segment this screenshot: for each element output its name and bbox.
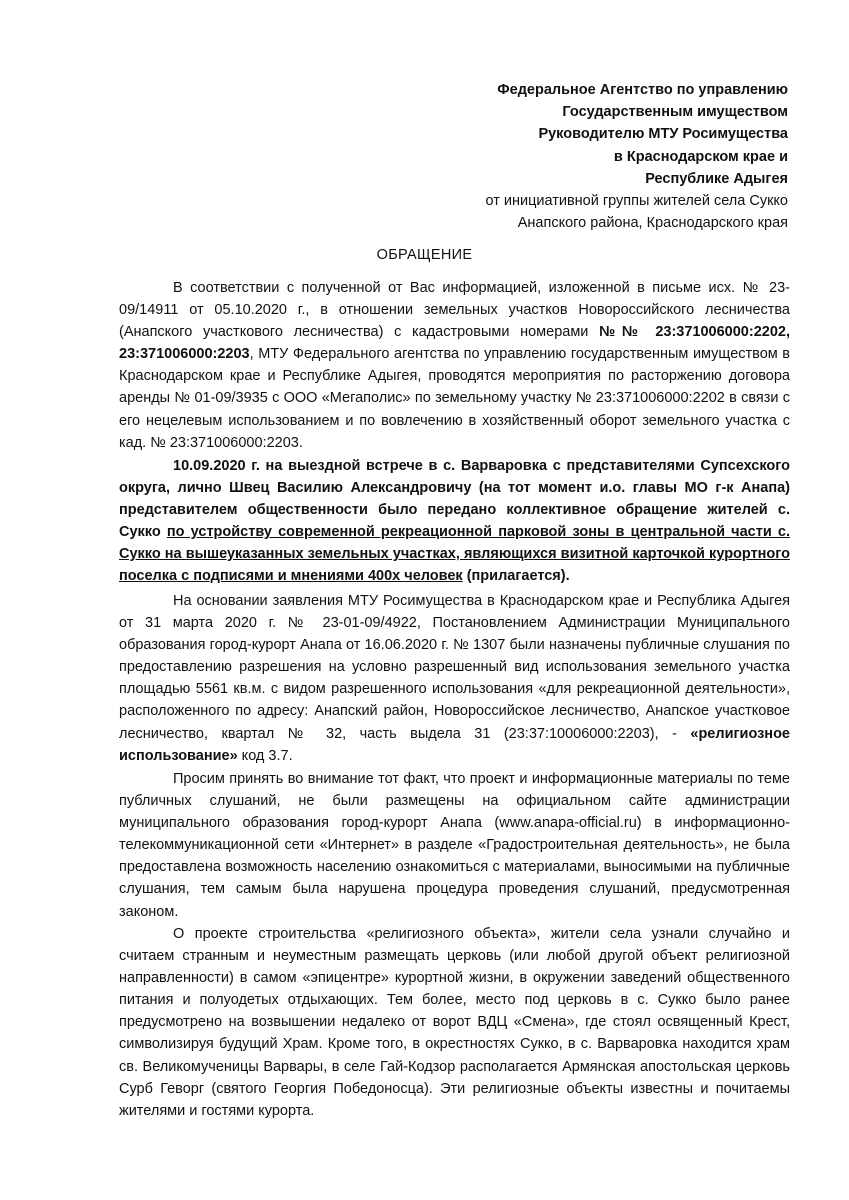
paragraph-text: О проекте строительства «религиозного объекта», жители села узнали случайно и считаем странным и неуместным размещать церковь (или любой другой объект религиозной направленности) в самом «эпицентре» курортной жизни, в окружении заведений общественного питания и полуодетых отдыхающих. Тем более, место под церковь в с. Сукко было ранее предусмотрено на возвышении недалеко от ворот ВДЦ «Смена», где стоял освященный Крест, символизируя будущий Храм. Кроме того, в окрестностях Сукко, в с. Варваровка находится храм св. Великомученицы Варвары, в селе Гай-Кодзор располагается Армянская апостольская церковь Сурб Геворг (святого Георгия Победоносца). Эти религиозные объекты известны и почитаемы жителями и гостями курорта. (119, 926, 790, 1119)
paragraph-4 (119, 768, 790, 923)
addressee-line: в Краснодарском крае и (613, 148, 788, 165)
addressee-block (485, 79, 788, 234)
paragraph-3 (119, 590, 790, 767)
paragraph-text: 10.09.2020 г. на выездной встрече в с. Варваровка с представителями Супсехского округа, лично Швец Василию Александровичу (на тот момент и.о. главы МО г-к Анапа) представителем общественности было передано коллективное обращение жителей с. Сукко (119, 458, 790, 541)
paragraph-text: Просим принять во внимание тот факт, что проект и информационные материалы по теме публичных слушаний, не были размещены на официальном сайте администрации муниципального образования город-курорт Анапа (www.anapa-official.ru) в информационно-телекоммуникационной сети «Интернет» в разделе «Градостроительная деятельность», не была предоставлена возможность населению ознакомиться с материалами, выносимыми на публичные слушания, тем самым была нарушена процедура проведения слушаний, предусмотренная законом. (119, 771, 790, 920)
addressee-line: Федеральное Агентство по управлению (497, 82, 788, 98)
paragraph-text: , МТУ Федерального агентства по управлению государственным имуществом в Краснодарском крае и Республике Адыгея, проводятся мероприятия по расторжению договора аренды № 01-09/3935 с ООО «Мегаполис» по земельному участку № 23:371006000:2202 в связи с его нецелевым использованием и по вовлечению в хозяйственный оборот земельного участка с кад. № 23:371006000:2203. (119, 346, 790, 451)
paragraph-5 (119, 923, 790, 1122)
document-title: ОБРАЩЕНИЕ (376, 247, 473, 263)
paragraph-2 (119, 455, 790, 588)
paragraph-1 (119, 277, 790, 454)
sender-line: от инициативной группы жителей села Сукко (485, 193, 788, 210)
addressee-line: Руководителю МТУ Росимущества (538, 126, 788, 143)
paragraph-text: В соответствии с полученной от Вас информацией, изложенной в письме исх. № 23-09/14911 от 05.10.2020 г., в отношении земельных участков Новороссийского лесничества (Анапского участкового лесничества) с кадастровыми номерами (119, 280, 790, 341)
paragraph-text: код 3.7. (237, 747, 293, 764)
addressee-line: Государственным имуществом (562, 104, 788, 121)
paragraph-text: На основании заявления МТУ Росимущества в Краснодарском крае и Республика Адыгея от 31 марта 2020 г. № 23-01-09/4922, Постановлением Администрации Муниципального образования город-курорт Анапа от 16.06.2020 г. № 1307 были назначены публичные слушания по предоставлению разрешения на условно разрешенный вид использования земельного участка площадью 5561 кв.м. с видом разрешенного использования «для рекреационной деятельности», расположенного по адресу: Анапский район, Новороссийское лесничество, Анапское участковое лесничество, квартал № 32, часть выдела 31 (23:37:10006000:2203), - (119, 593, 790, 742)
underlined-text: по устройству современной рекреационной парковой зоны в центральной части с. Сукко на вышеуказанных земельных участках, являющихся визитной карточкой курортного поселка с подписями и мнениями 400х человек (119, 524, 790, 585)
cadastral-numbers: №№ 23:371006000:2202, 23:371006000:2203 (119, 324, 790, 363)
sender-line: Анапского района, Краснодарского края (517, 215, 788, 232)
religious-use-text: «религиозное использование» (119, 725, 790, 764)
addressee-line: Республике Адыгея (645, 170, 788, 187)
paragraph-text: (прилагается). (462, 568, 570, 585)
